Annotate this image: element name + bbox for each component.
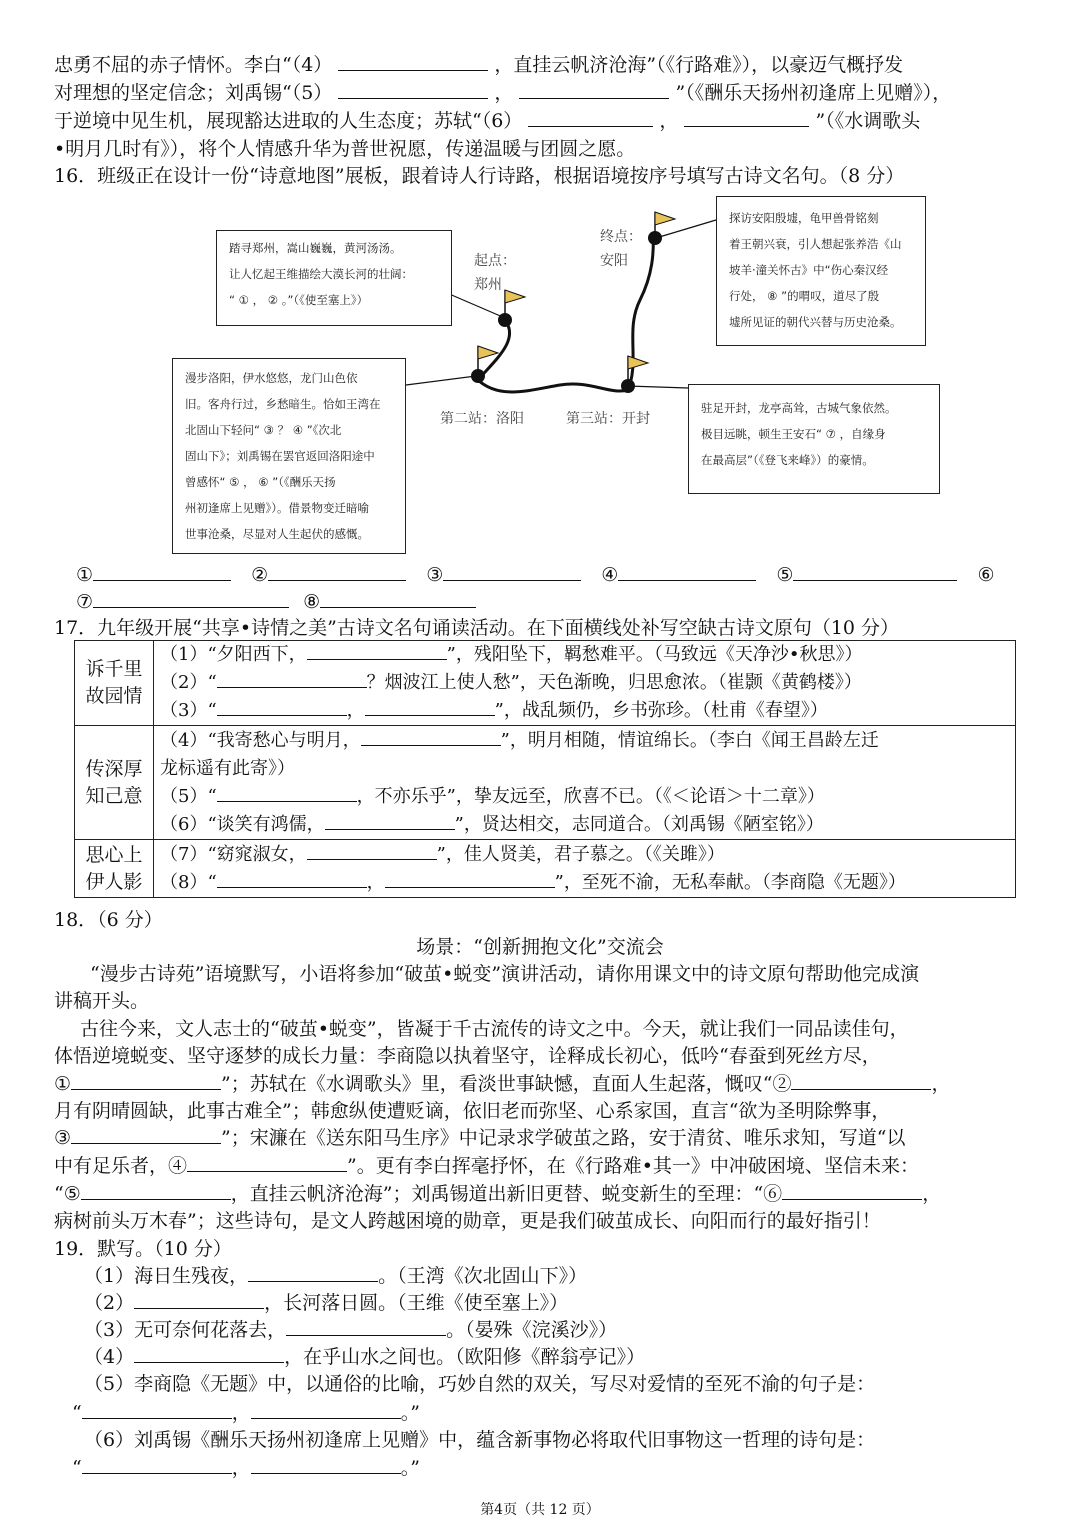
text: ，: [659, 110, 679, 132]
q18-line5: [54, 1125, 905, 1152]
text: 北固山下轻问“ ③ ？ ④ ”《次北: [185, 423, 342, 437]
blank[interactable]: [519, 80, 669, 99]
q16-answers-1: [76, 562, 995, 589]
text: ”；宋濂在《送东阳马生序》中记录求学破茧之路，安于清贫、唯乐求知，写道“以: [221, 1127, 906, 1149]
num: ③: [426, 564, 444, 586]
text: ”（《酬乐天扬州初逢席上见赠》），: [675, 82, 952, 104]
q17-title: 17．九年级开展“共享•诗情之美”古诗文名句诵读活动。在下面横线处补写空缺古诗文原句（10 分）: [54, 617, 900, 639]
text: ”，战乱频仍，乡书弥珍。（杜甫《春望》）: [494, 700, 828, 721]
text: ”，明月相随，情谊绵长。（李白《闻王昌龄左迁: [500, 729, 879, 751]
station3-label: 第三站：开封: [566, 411, 650, 427]
end-city: 安阳: [600, 253, 628, 269]
blank[interactable]: [187, 1153, 347, 1172]
blank[interactable]: [217, 669, 367, 688]
text: ”，残阳坠下，羁愁难平。（马致远《天净沙•秋思》）: [446, 644, 863, 665]
blank[interactable]: [791, 1071, 931, 1090]
blank[interactable]: [443, 562, 581, 581]
text: ，在乎山水之间也。（欧阳修《醉翁亭记》）: [284, 1346, 646, 1368]
text: 探访安阳殷墟，龟甲兽骨铭刻: [729, 211, 879, 225]
category-cell: [75, 641, 154, 726]
q19-r3: [84, 1317, 617, 1344]
text: ，: [922, 1183, 942, 1205]
q18-p2a: 古往今来，文人志士的“破茧•蜕变”，皆凝于千古流传的诗文之中。今天，就让我们一同品读佳句，: [80, 1018, 909, 1040]
text: 行处， ⑧ ”的喟叹，道尽了殷: [729, 289, 880, 303]
luoyang-box: [172, 358, 406, 554]
text: 州初逢席上见赠》）。借景物变迁暗喻: [185, 501, 369, 515]
intro-line-3: [54, 108, 920, 135]
num: ⑥: [977, 564, 995, 586]
anyang-box: [716, 196, 926, 346]
text: （6）“谈笑有鸿儒，: [160, 813, 325, 835]
text: ”，至死不渝，无私奉献。（李商隐《无题》）: [554, 871, 906, 893]
text: ？烟波江上使人愁”，天色渐晚，归思愈浓。（崔颢《黄鹤楼》）: [366, 672, 862, 693]
q18-head: 18．（6 分）: [54, 909, 163, 931]
text: （5）“: [160, 785, 217, 807]
lines-cell: [154, 840, 1016, 898]
start-city: 郑州: [474, 277, 502, 293]
text: ，直挂云帆济沧海”；刘禹锡道出新旧更替、蜕变新生的至理：“⑥: [230, 1183, 783, 1205]
text: ，: [346, 700, 365, 721]
row: [160, 641, 1009, 669]
blank[interactable]: [320, 589, 476, 608]
zhengzhou-box: [216, 230, 452, 326]
q19-r4: [84, 1344, 645, 1371]
q19-r5: （5）李商隐《无题》中，以通俗的比喻，巧妙自然的双关，写尽对爱情的至死不渝的句子是：: [84, 1373, 876, 1395]
q19-r6: （6）刘禹锡《酬乐天扬州初逢席上见赠》中，蕴含新事物必将取代旧事物这一哲理的诗句是：: [84, 1429, 876, 1451]
text: （7）“窈窕淑女，: [160, 843, 307, 865]
text: （2）: [84, 1292, 135, 1314]
blank[interactable]: [268, 562, 406, 581]
text: （1）海日生残夜，: [84, 1265, 249, 1287]
text: ，: [231, 1457, 251, 1479]
text: 漫步洛阳，伊水悠悠，龙门山色依: [185, 371, 358, 385]
blank[interactable]: [325, 811, 455, 830]
blank[interactable]: [782, 1181, 922, 1200]
num: ⑧: [303, 591, 321, 613]
kaifeng-box: [688, 384, 940, 494]
q16-title: 16．班级正在设计一份“诗意地图”展板，跟着诗人行诗路，根据语境按序号填写古诗文名句。（8 分）: [54, 165, 905, 187]
blank[interactable]: [217, 697, 347, 716]
page-footer: 第4页（共 12 页）: [480, 1502, 600, 1518]
text: 让人忆起王维描绘大漠长河的壮阔：: [229, 267, 413, 281]
text: （3）无可奈何花落去，: [84, 1319, 287, 1341]
text: 极目远眺，顿生王安石“ ⑦ ，自缘身: [701, 427, 886, 441]
text: 。”: [400, 1457, 420, 1479]
row: [160, 811, 1009, 839]
q18-line6: [54, 1153, 919, 1180]
q18-p1a: “漫步古诗苑”语境默写，小语将参加“破茧•蜕变”演讲活动，请你用课文中的诗文原句帮助他完成演: [90, 963, 920, 985]
connector-anyang: [656, 220, 716, 238]
q19-r1: [84, 1263, 587, 1290]
text: ，不亦乐乎”，挚友远至，欣喜不已。（《＜论语＞十二章》）: [356, 785, 825, 807]
row: [160, 869, 1009, 897]
text: （8）“: [160, 871, 217, 893]
row: [160, 727, 1009, 755]
text: ，: [931, 1073, 951, 1095]
blank[interactable]: [134, 1290, 264, 1309]
blank[interactable]: [81, 1181, 231, 1200]
row: [160, 669, 1009, 697]
text: 诉千里: [85, 658, 143, 680]
q19-head: 19．默写。（10 分）: [54, 1238, 232, 1260]
blank[interactable]: [251, 1400, 401, 1419]
text: “⑤: [54, 1183, 81, 1205]
blank[interactable]: [93, 589, 289, 608]
end-label: 终点：: [600, 229, 642, 245]
text: “ ① ， ② 。”（《使至塞上》）: [229, 293, 369, 307]
blank[interactable]: [71, 1125, 221, 1144]
text: （1）“夕阳西下，: [160, 644, 307, 665]
q18-line8: 病树前头万木春”；这些诗句，是文人跨越困境的勋章，更是我们破茧成长、向阳而行的最好指引！: [54, 1210, 881, 1232]
blank[interactable]: [618, 562, 756, 581]
text: 故园情: [85, 685, 143, 707]
text: 。（晏殊《浣溪沙》）: [446, 1319, 618, 1341]
text: 踏寻郑州，嵩山巍巍，黄河汤汤。: [229, 241, 402, 255]
blank[interactable]: [307, 841, 437, 860]
blank[interactable]: [684, 108, 809, 127]
row: [160, 783, 1009, 811]
num: ①: [54, 1073, 72, 1095]
category-cell: [75, 840, 154, 898]
text: （2）“: [160, 672, 217, 693]
blank[interactable]: [93, 562, 231, 581]
blank[interactable]: [71, 1071, 221, 1090]
num: ⑤: [776, 564, 794, 586]
text: 曾感怀“ ⑤ ， ⑥ ”（《酬乐天扬: [185, 475, 336, 489]
text: 。”: [400, 1402, 420, 1424]
q18-line7: [54, 1181, 941, 1208]
text: ，: [366, 871, 385, 893]
q18-p1b: 讲稿开头。: [54, 990, 150, 1012]
text: 着王朝兴衰，引人想起张养浩《山: [729, 237, 902, 251]
station2-label: 第二站：洛阳: [440, 411, 524, 427]
category-cell: [75, 726, 154, 840]
text: “: [72, 1457, 82, 1479]
text: ，长河落日圆。（王维《使至塞上》）: [264, 1292, 569, 1314]
text: （3）“: [160, 700, 217, 721]
intro-line-1: [54, 52, 903, 79]
blank[interactable]: [217, 783, 357, 802]
text: ，: [494, 82, 514, 104]
text: ”（《水调歌头: [815, 110, 921, 132]
text: （4）“我寄愁心与明月，: [160, 729, 361, 751]
row: [160, 841, 1009, 869]
text: ”，佳人贤美，君子慕之。（《关雎》）: [436, 843, 725, 865]
row: 龙标遥有此寄》）: [160, 757, 295, 779]
blank[interactable]: [307, 641, 447, 660]
blank[interactable]: [251, 1455, 401, 1474]
q19-r2: [84, 1290, 568, 1317]
blank[interactable]: [365, 697, 495, 716]
q19-r5-answer: [72, 1400, 420, 1427]
blank[interactable]: [134, 1344, 284, 1363]
text: 中有足乐者，④: [54, 1155, 188, 1177]
num: ③: [54, 1127, 72, 1149]
blank[interactable]: [82, 1455, 232, 1474]
start-label: 起点：: [474, 253, 516, 269]
blank[interactable]: [286, 1317, 446, 1336]
q19-r6-answer: [72, 1455, 420, 1482]
intro-line-2: [54, 80, 951, 107]
blank[interactable]: [338, 80, 488, 99]
blank[interactable]: [82, 1400, 232, 1419]
connector-kaifeng: [628, 386, 688, 388]
blank[interactable]: [528, 108, 653, 127]
blank[interactable]: [338, 52, 488, 71]
text: ”。更有李白挥毫抒怀，在《行路难•其一》中冲破困境、坚信未来：: [347, 1155, 919, 1177]
text: “: [72, 1402, 82, 1424]
num: ④: [601, 564, 619, 586]
blank[interactable]: [361, 727, 501, 746]
q18-line3: [54, 1071, 951, 1098]
num: ②: [251, 564, 269, 586]
text: 思心上: [85, 843, 143, 866]
text: 知己意: [85, 784, 143, 807]
text: 伊人影: [85, 870, 143, 893]
text: 对理想的坚定信念；刘禹锡“（5）: [54, 82, 333, 104]
q16-answers-2: [76, 589, 476, 616]
text: 墟所见证的朝代兴替与历史沧桑。: [729, 315, 902, 329]
text: 在最高层”（《登飞来峰》）的豪情。: [701, 453, 874, 467]
connector-luoyang: [406, 376, 476, 385]
text: 坡羊·潼关怀古》中“伤心秦汉经: [729, 263, 889, 277]
num: ⑦: [76, 591, 94, 613]
q18-scene: 场景：“创新拥抱文化”交流会: [416, 936, 664, 958]
text: ，直挂云帆济沧海”（《行路难》），以豪迈气概抒发: [494, 54, 904, 76]
text: ，: [231, 1402, 251, 1424]
text: 旧。客舟行过，乡愁暗生。恰如王湾在: [185, 397, 381, 411]
text: 传深厚: [85, 757, 143, 780]
num: ①: [76, 564, 94, 586]
blank[interactable]: [793, 562, 957, 581]
q18-line4: 月有阴晴圆缺，此事古难全”；韩愈纵使遭贬谪，依旧老而弥坚、心系家国，直言“欲为圣明除弊事，: [54, 1100, 891, 1122]
text: 驻足开封，龙亭高耸，古城气象依然。: [701, 401, 897, 415]
text: ”，贤达相交，志同道合。（刘禹锡《陋室铭》）: [454, 813, 824, 835]
text: （4）: [84, 1346, 135, 1368]
text: 世事沧桑，尽显对人生起伏的感慨。: [185, 527, 369, 541]
row: [160, 697, 1009, 725]
text: 于逆境中见生机，展现豁达进取的人生态度；苏轼“（6）: [54, 110, 523, 132]
blank[interactable]: [385, 869, 555, 888]
text: 。（王湾《次北固山下》）: [378, 1265, 588, 1287]
q18-p2b: 体悟逆境蜕变、坚守逐梦的成长力量：李商隐以执着坚守，诠释成长初心，低吟“春蚕到死丝方尽，: [54, 1045, 881, 1067]
text: ”；苏轼在《水调歌头》里，看淡世事缺憾，直面人生起落，慨叹“②: [221, 1073, 792, 1095]
blank[interactable]: [248, 1263, 378, 1282]
text: 忠勇不屈的赤子情怀。李白“（4）: [54, 54, 333, 76]
intro-line-4: •明月几时有》），将个人情感升华为普世祝愿，传递温暖与团圆之愿。: [54, 138, 636, 160]
lines-cell: [154, 641, 1016, 726]
text: 固山下》；刘禹锡在罢官返回洛阳途中: [185, 449, 375, 463]
blank[interactable]: [217, 869, 367, 888]
lines-cell: [154, 726, 1016, 840]
q17-table: [74, 640, 1016, 898]
